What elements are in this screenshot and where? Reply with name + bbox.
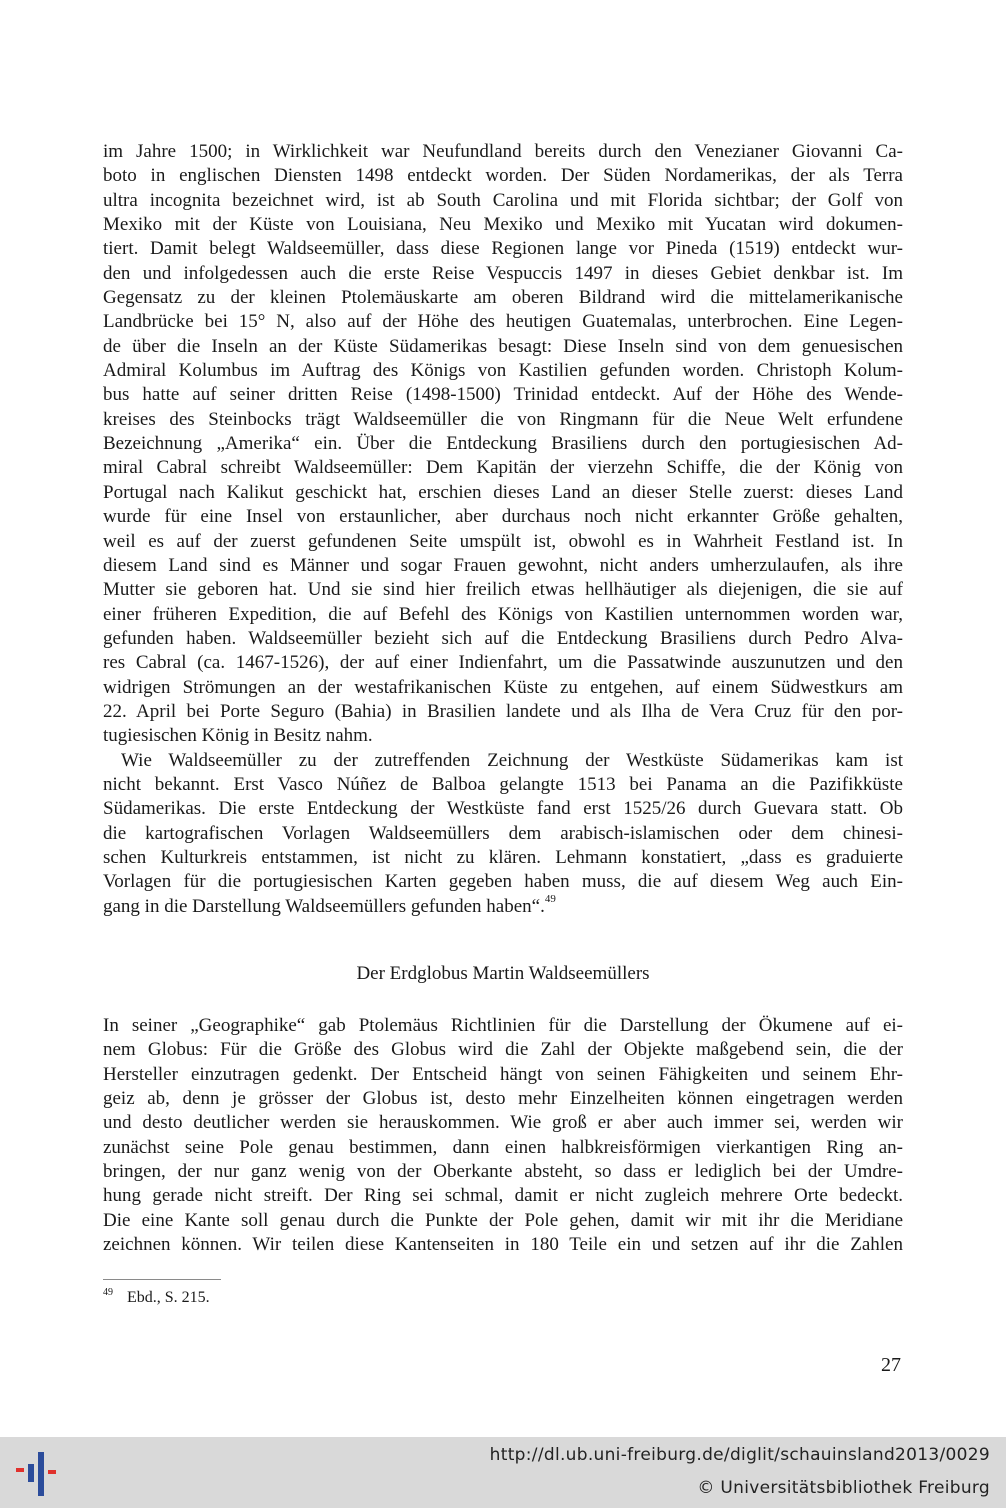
page-body-continued (103, 1014, 903, 1257)
text-line: Mutter sie geboren hat. Und sie sind hier freilich etwas hellhäutiger als diejenigen, die sie auf (103, 579, 903, 601)
text-line: wurde für eine Insel von erstaunlicher, aber durchaus noch nicht erkannter Größe gehalten, (103, 506, 903, 528)
document-url-link[interactable]: http://dl.ub.uni-freiburg.de/diglit/schauinsland2013/0029 (489, 1445, 990, 1465)
text-line: 22. April bei Porte Seguro (Bahia) in Brasilien landete und als Ilha de Vera Cruz für den por- (103, 700, 903, 722)
text-line: zunächst seine Pole genau bestimmen, dann einen halbkreisförmigen vierkantigen Ring an- (103, 1136, 903, 1158)
text-line: im Jahre 1500; in Wirklichkeit war Neufundland bereits durch den Venezianer Giovanni Ca- (103, 141, 903, 162)
ub-freiburg-logo-icon (14, 1448, 66, 1498)
text-line: tugiesischen König in Besitz nahm. (103, 725, 373, 747)
footnote (103, 1287, 210, 1311)
text-line: In seiner „Geographike“ gab Ptolemäus Richtlinien für die Darstellung der Ökumene auf ei- (103, 1015, 903, 1036)
text-line: ultra incognita bezeichnet wird, ist ab South Carolina und mit Florida sichtbar; der Golf von (103, 189, 903, 211)
text-line: res Cabral (ca. 1467-1526), der auf einer Indienfahrt, um die Passatwinde auszunutzen und den (103, 652, 903, 674)
footer-bar (0, 1437, 1006, 1508)
text-line: Südamerikas. Die erste Entdeckung der Westküste fand erst 1525/26 durch Guevara statt. Ob (103, 798, 903, 820)
text-line: Hersteller einzutragen gedenkt. Der Entscheid hängt von seinen Fähigkeiten und seinem Ehr- (103, 1063, 903, 1085)
text-line: zeichnen können. Wir teilen diese Kantenseiten in 180 Teile ein und setzen auf ihr die Zahlen (103, 1234, 903, 1256)
text-line: gefunden haben. Waldseemüller bezieht sich auf die Entdeckung Brasiliens durch Pedro Alva- (103, 627, 903, 649)
page-body (103, 140, 903, 919)
text-line: Vorlagen für die portugiesischen Karten gegeben haben muss, die auf diesem Weg auch Ein- (103, 871, 903, 893)
text-line-with-footnote (103, 895, 903, 919)
text-line: schen Kulturkreis entstammen, ist nicht zu klären. Lehmann konstatiert, „dass es graduierte (103, 846, 903, 868)
footnote-number: 49 (103, 1287, 113, 1298)
text-line: nem Globus: Für die Größe des Globus wird die Zahl der Objekte maßgebend sein, die der (103, 1039, 903, 1061)
text-line: die kartografischen Vorlagen Waldseemüllers dem arabisch-islamischen oder dem chinesi- (103, 822, 903, 844)
footnote-reference[interactable]: 49 (544, 893, 556, 906)
text-line: tiert. Damit belegt Waldseemüller, dass diese Regionen lange vor Pineda (1519) entdeckt wur- (103, 238, 903, 260)
text-line: Mexiko mit der Küste von Louisiana, Neu Mexiko und Mexiko mit Yucatan wird dokumen- (103, 214, 903, 236)
text-line: hung gerade nicht streift. Der Ring sei schmal, damit er nicht zugleich mehrere Orte bedeckt. (103, 1185, 903, 1207)
footnote-divider (103, 1279, 221, 1280)
text-line: nicht bekannt. Erst Vasco Núñez de Balboa gelangte 1513 bei Panama an die Pazifikküste (103, 773, 903, 795)
copyright-notice: © Universitätsbibliothek Freiburg (697, 1478, 990, 1498)
text-line: den und infolgedessen auch die erste Reise Vespuccis 1497 in dieses Gebiet denkbar ist. Im (103, 262, 903, 284)
page-number: 27 (881, 1354, 901, 1376)
text-line: Bezeichnung „Amerika“ ein. Über die Entdeckung Brasiliens durch den portugiesischen Ad- (103, 433, 903, 455)
paragraph-3 (103, 1014, 903, 1257)
section-heading: Der Erdglobus Martin Waldseemüllers (356, 963, 650, 984)
text-line: Admiral Kolumbus im Auftrag des Königs von Kastilien gefunden worden. Christoph Kolum- (103, 360, 903, 382)
text-line: Wie Waldseemüller zu der zutreffenden Zeichnung der Westküste Südamerikas kam ist (121, 749, 903, 771)
text-line: kreises des Steinbocks trägt Waldseemüller die von Ringmann für die Neue Welt erfundene (103, 408, 903, 430)
text-line: Die eine Kante soll genau durch die Punkte der Pole gehen, damit wir mit ihr die Meridiane (103, 1209, 903, 1231)
paragraph-1 (103, 140, 903, 749)
footnote-text: Ebd., S. 215. (127, 1289, 210, 1306)
text-line: und desto deutlicher werden sie herauskommen. Wie groß er aber auch immer sei, werden wir (103, 1112, 903, 1134)
text-line: geiz ab, denn je grösser der Globus ist, desto mehr Einzelheiten können eingetragen werden (103, 1088, 903, 1110)
text-line: widrigen Strömungen an der westafrikanischen Küste zu entgehen, auf einem Südwestkurs am (103, 676, 903, 698)
text-line: boto in englischen Diensten 1498 entdeckt worden. Der Süden Nordamerikas, der als Terra (103, 165, 903, 187)
text-line: bringen, der nur ganz wenig von der Oberkante absteht, so dass er lediglich bei der Umdre- (103, 1161, 903, 1183)
text-line: bus hatte auf seiner dritten Reise (1498-1500) Trinidad entdeckt. Auf der Höhe des Wende- (103, 384, 903, 406)
text-line: Portugal nach Kalikut geschickt hat, erschien dieses Land an dieser Stelle zuerst: dieses Land (103, 481, 903, 503)
text-line: de über die Inseln an der Küste Südamerikas besagt: Diese Inseln sind von dem genuesischen (103, 335, 903, 357)
text-line: einer früheren Expedition, die auf Befehl des Königs von Kastilien unternommen worden war, (103, 603, 903, 625)
text-line: weil es auf der zuerst gefundenen Seite umspült ist, obwohl es in Wahrheit Festland ist. In (103, 530, 903, 552)
paragraph-2 (103, 749, 903, 919)
text-line: diesem Land sind es Männer und sogar Frauen gewohnt, nicht anders umherzulaufen, als ihre (103, 554, 903, 576)
text-line: miral Cabral schreibt Waldseemüller: Dem Kapitän der vierzehn Schiffe, die der König von (103, 457, 903, 479)
text-line: Gegensatz zu der kleinen Ptolemäuskarte am oberen Bildrand wird die mittelamerikanische (103, 287, 903, 309)
text-line: Landbrücke bei 15° N, also auf der Höhe des heutigen Guatemalas, unterbrochen. Eine Legen- (103, 311, 903, 333)
text-line: gang in die Darstellung Waldseemüllers gefunden haben“. (103, 895, 545, 917)
